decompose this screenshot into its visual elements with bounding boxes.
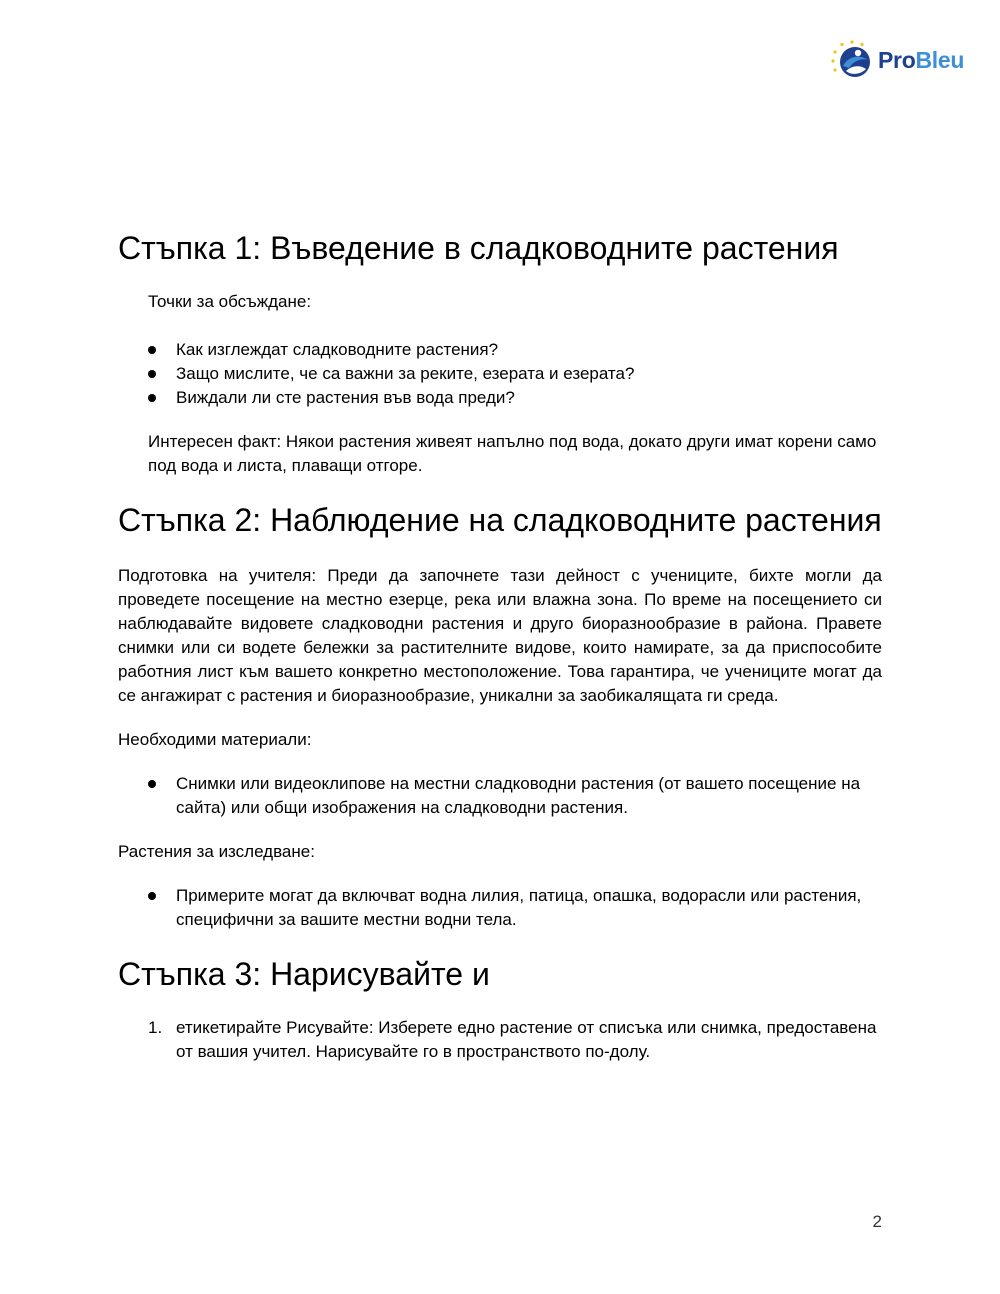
materials-label: Необходими материали:: [118, 730, 312, 749]
step2-heading: Стъпка 2: Наблюдение на сладководните растения: [118, 502, 882, 538]
plants-list: [118, 884, 882, 932]
list-number: 1.: [148, 1018, 163, 1037]
plants-label: Растения за изследване:: [118, 842, 315, 861]
page-number: 2: [872, 1212, 882, 1231]
probleu-logo-icon: [830, 38, 874, 82]
list-item: Примерите могат да включват водна лилия, патица, опашка, водорасли или растения, специфични за вашите местни водни тела.: [148, 884, 882, 932]
step3-heading: Стъпка 3: Нарисувайте и: [118, 956, 490, 992]
probleu-logo: [830, 38, 980, 82]
document-body: [118, 226, 882, 1064]
discussion-list: [118, 338, 882, 410]
discussion-label: Точки за обсъждане:: [148, 292, 312, 311]
probleu-logo-text: ProBleu: [878, 46, 965, 73]
list-item: Защо мислите, че са важни за реките, езерата и езерата?: [148, 362, 882, 386]
interesting-fact: Интересен факт: Някои растения живеят напълно под вода, докато други имат корени само под вода и листа, плаващи отгоре.: [148, 432, 877, 475]
list-item: Снимки или видеоклипове на местни сладководни растения (от вашето посещение на сайта) или общи изображения на сладководни растения.: [148, 772, 882, 820]
step3-list: [118, 1016, 882, 1064]
list-item: [148, 1016, 882, 1064]
list-item: Как изглеждат сладководните растения?: [148, 338, 882, 362]
list-item-text: етикетирайте Рисувайте: Изберете едно растение от списъка или снимка, предоставена от вашия учител. Нарисувайте го в пространството по-долу.: [176, 1018, 877, 1061]
teacher-prep: Подготовка на учителя: Преди да започнете тази дейност с учениците, бихте могли да проведете посещение на местно езерце, река или влажна зона. По време на посещението си наблюдавайте видовете сладководни растения и друго биоразнообразие в района. Правете снимки или си водете бележки за растителните видове, които намирате, за да приспособите работния лист към вашето конкретно местоположение. Това гарантира, че учениците могат да се ангажират с растения и биоразнообразие, уникални за заобикалящата ги среда.: [118, 566, 882, 705]
materials-list: [118, 772, 882, 820]
step1-heading: Стъпка 1: Въведение в сладководните растения: [118, 230, 839, 266]
list-item: Виждали ли сте растения във вода преди?: [148, 386, 882, 410]
